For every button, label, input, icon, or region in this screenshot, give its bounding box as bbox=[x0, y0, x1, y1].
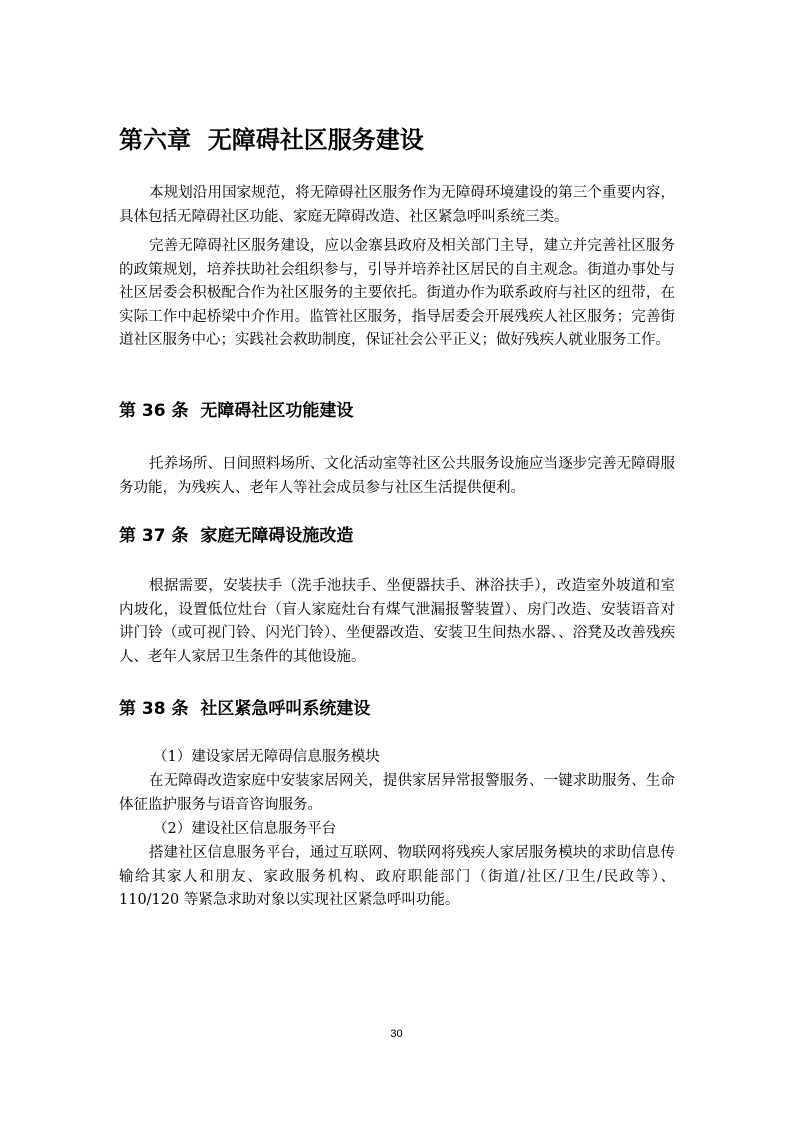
section-37-paragraph: 根据需要，安装扶手（洗手池扶手、坐便器扶手、淋浴扶手），改造室外坡道和室内坡化，设置低位灶台（盲人家庭灶台有煤气泄漏报警装置）、房门改造、安装语音对讲门铃（或可视门铃、闪光门铃）、坐便器改造、安装卫生间热水器、、浴凳及改善残疾人、老年人家居卫生条件的其他设施。 bbox=[119, 578, 675, 665]
section-36-paragraph: 托养场所、日间照料场所、文化活动室等社区公共服务设施应当逐步完善无障碍服务功能，为残疾人、老年人等社会成员参与社区生活提供便利。 bbox=[119, 456, 675, 496]
page-number: 30 bbox=[390, 1028, 403, 1040]
item-heading-1: （1）建设家居无障碍信息服务模块 bbox=[153, 749, 380, 765]
section-title-36: 第 36 条 无障碍社区功能建设 bbox=[119, 401, 354, 421]
section-title-38: 第 38 条 社区紧急呼叫系统建设 bbox=[119, 699, 371, 719]
intro-paragraph-2: 完善无障碍社区服务建设，应以金寨县政府及相关部门主导，建立并完善社区服务的政策规划，培养扶助社会组织参与，引导并培养社区居民的自主观念。街道办事处与社区居委会积极配合作为社区服务的主要依托。街道办作为联系政府与社区的纽带，在实际工作中起桥梁中介作用。监管社区服务，指导居委会开展残疾人社区服务；完善街道社区服务中心；实践社会救助制度，保证社会公平正义；做好残疾人就业服务工作。 bbox=[119, 238, 675, 348]
intro-paragraph-1: 本规划沿用国家规范，将无障碍社区服务作为无障碍环境建设的第三个重要内容，具体包括无障碍社区功能、家庭无障碍改造、社区紧急呼叫系统三类。 bbox=[119, 185, 675, 225]
item-text-2: 搭建社区信息服务平台，通过互联网、物联网将残疾人家居服务模块的求助信息传输给其家人和朋友、家政服务机构、政府职能部门（街道/社区/卫生/民政等）、110/120 等紧急求助对象以实现社区紧急呼叫功能。 bbox=[119, 845, 675, 908]
chapter-title: 第六章 无障碍社区服务建设 bbox=[119, 126, 424, 154]
item-heading-2: （2）建设社区信息服务平台 bbox=[153, 821, 337, 837]
section-title-37: 第 37 条 家庭无障碍设施改造 bbox=[119, 526, 354, 546]
item-text-1: 在无障碍改造家庭中安装家居网关，提供家居异常报警服务、一键求助服务、生命体征监护服务与语音咨询服务。 bbox=[119, 773, 675, 813]
